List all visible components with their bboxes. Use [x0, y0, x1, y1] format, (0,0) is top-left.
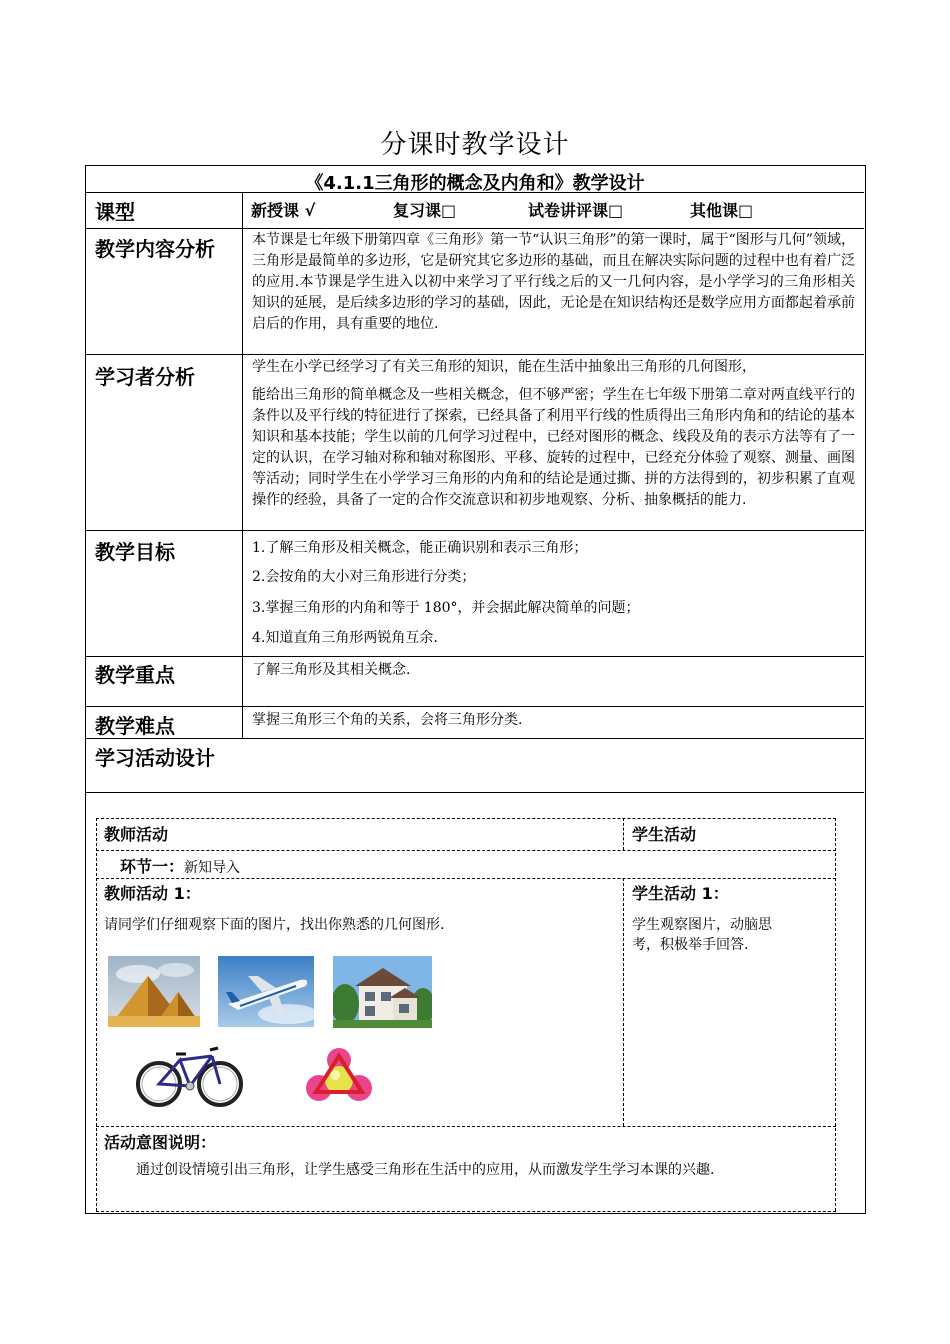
student-activity-title: 学生活动 1： — [632, 884, 729, 903]
content-analysis-label: 教学内容分析 — [95, 237, 215, 261]
activity-design-label: 学习活动设计 — [95, 746, 215, 770]
student-activity-line2: 考，积极举手回答. — [632, 937, 749, 953]
key-point-label: 教学重点 — [95, 663, 175, 687]
dashed-divider — [96, 1211, 836, 1212]
teacher-activity-title: 教师活动 1： — [104, 884, 201, 903]
student-activity-header: 学生活动 — [632, 825, 697, 844]
objective-item: 2.会按角的大小对三角形进行分类； — [252, 569, 476, 585]
house-image — [333, 956, 432, 1028]
divider — [86, 656, 864, 657]
dashed-divider — [96, 878, 836, 879]
stage-name: 新知导入 — [184, 860, 241, 876]
intent-text: 通过创设情境引出三角形，让学生感受三角形在生活中的应用，从而激发学生学习本课的兴趣. — [136, 1162, 715, 1178]
divider — [86, 792, 864, 793]
dashed-divider — [623, 878, 624, 1126]
objective-item: 3.掌握三角形的内角和等于 180°，并会据此解决简单的问题； — [252, 600, 640, 616]
content-analysis-text: 本节课是七年级下册第四章《三角形》第一节“认识三角形”的第一课时，属于“图形与几何”领域，三角形是最简单的多边形，它是研究其它多边形的基础，而且在解决实际问题的过程中也有着广泛的应用.本节课是学生进入以初中来学习了平行线之后的又一几何内容，是小学学习的三角形相关知识的延展，是后续多边形的学习的基础，因此，无论是在知识结构还是数学应用方面都起着承前启后的作用，具有重要的地位. — [252, 232, 855, 332]
bicycle-image — [132, 1044, 246, 1110]
teacher-activity-header: 教师活动 — [104, 825, 169, 844]
dashed-divider — [96, 818, 836, 819]
option-exam-review-lesson: 试卷讲评课□ — [528, 201, 624, 220]
key-point-text: 了解三角形及其相关概念. — [252, 662, 411, 678]
lesson-title: 《4.1.1三角形的概念及内角和》教学设计 — [305, 173, 645, 194]
student-activity-line1: 学生观察图片，动脑思 — [632, 917, 772, 933]
stage-label: 环节一： — [120, 857, 185, 876]
divider — [86, 354, 864, 355]
option-review-lesson: 复习课□ — [393, 201, 457, 220]
page-title: 分课时教学设计 — [380, 130, 570, 160]
dashed-divider — [96, 850, 836, 851]
difficulty-label: 教学难点 — [95, 714, 175, 738]
teacher-activity-text: 请同学们仔细观察下面的图片，找出你熟悉的几何图形. — [104, 917, 445, 933]
divider — [86, 706, 864, 707]
dashed-divider — [96, 818, 97, 1211]
column-divider — [242, 192, 243, 738]
dashed-divider — [96, 1126, 836, 1127]
stage-heading — [120, 854, 240, 877]
course-type-label: 课型 — [95, 200, 135, 224]
dashed-divider — [835, 818, 836, 1211]
learner-analysis-label: 学习者分析 — [95, 365, 195, 389]
divider — [86, 530, 864, 531]
molecule-image — [304, 1046, 374, 1104]
objective-item: 1.了解三角形及相关概念，能正确识别和表示三角形； — [252, 540, 588, 556]
divider — [86, 738, 864, 739]
learner-analysis-text: 能给出三角形的简单概念及一些相关概念，但不够严密；学生在七年级下册第二章对两直线平行的条件以及平行线的特征进行了探索，已经具备了利用平行线的性质得出三角形内角和的结论的基本知识和基本技能；学生以前的几何学习过程中，已经对图形的概念、线段及角的表示方法等有了一定的认识，在学习轴对称和轴对称图形、平移、旋转的过程中，已经充分体验了观察、测量、画图等活动；同时学生在小学学习三角形的内角和的结论是通过撕、拼的方法得到的，初步积累了直观操作的经验，具备了一定的合作交流意识和初步地观察、分析、抽象概括的能力. — [252, 387, 855, 508]
intent-title: 活动意图说明： — [104, 1133, 217, 1152]
objective-item: 4.知道直角三角形两锐角互余. — [252, 630, 438, 646]
difficulty-text: 掌握三角形三个角的关系，会将三角形分类. — [252, 712, 523, 728]
objectives-label: 教学目标 — [95, 540, 175, 564]
learner-analysis-line1: 学生在小学已经学习了有关三角形的知识，能在生活中抽象出三角形的几何图形， — [252, 359, 756, 375]
option-new-lesson: 新授课 √ — [251, 201, 316, 220]
dashed-divider — [623, 818, 624, 850]
airplane-image — [218, 956, 314, 1027]
divider — [86, 228, 864, 229]
option-other-lesson: 其他课□ — [690, 201, 754, 220]
pyramids-image — [108, 956, 200, 1027]
